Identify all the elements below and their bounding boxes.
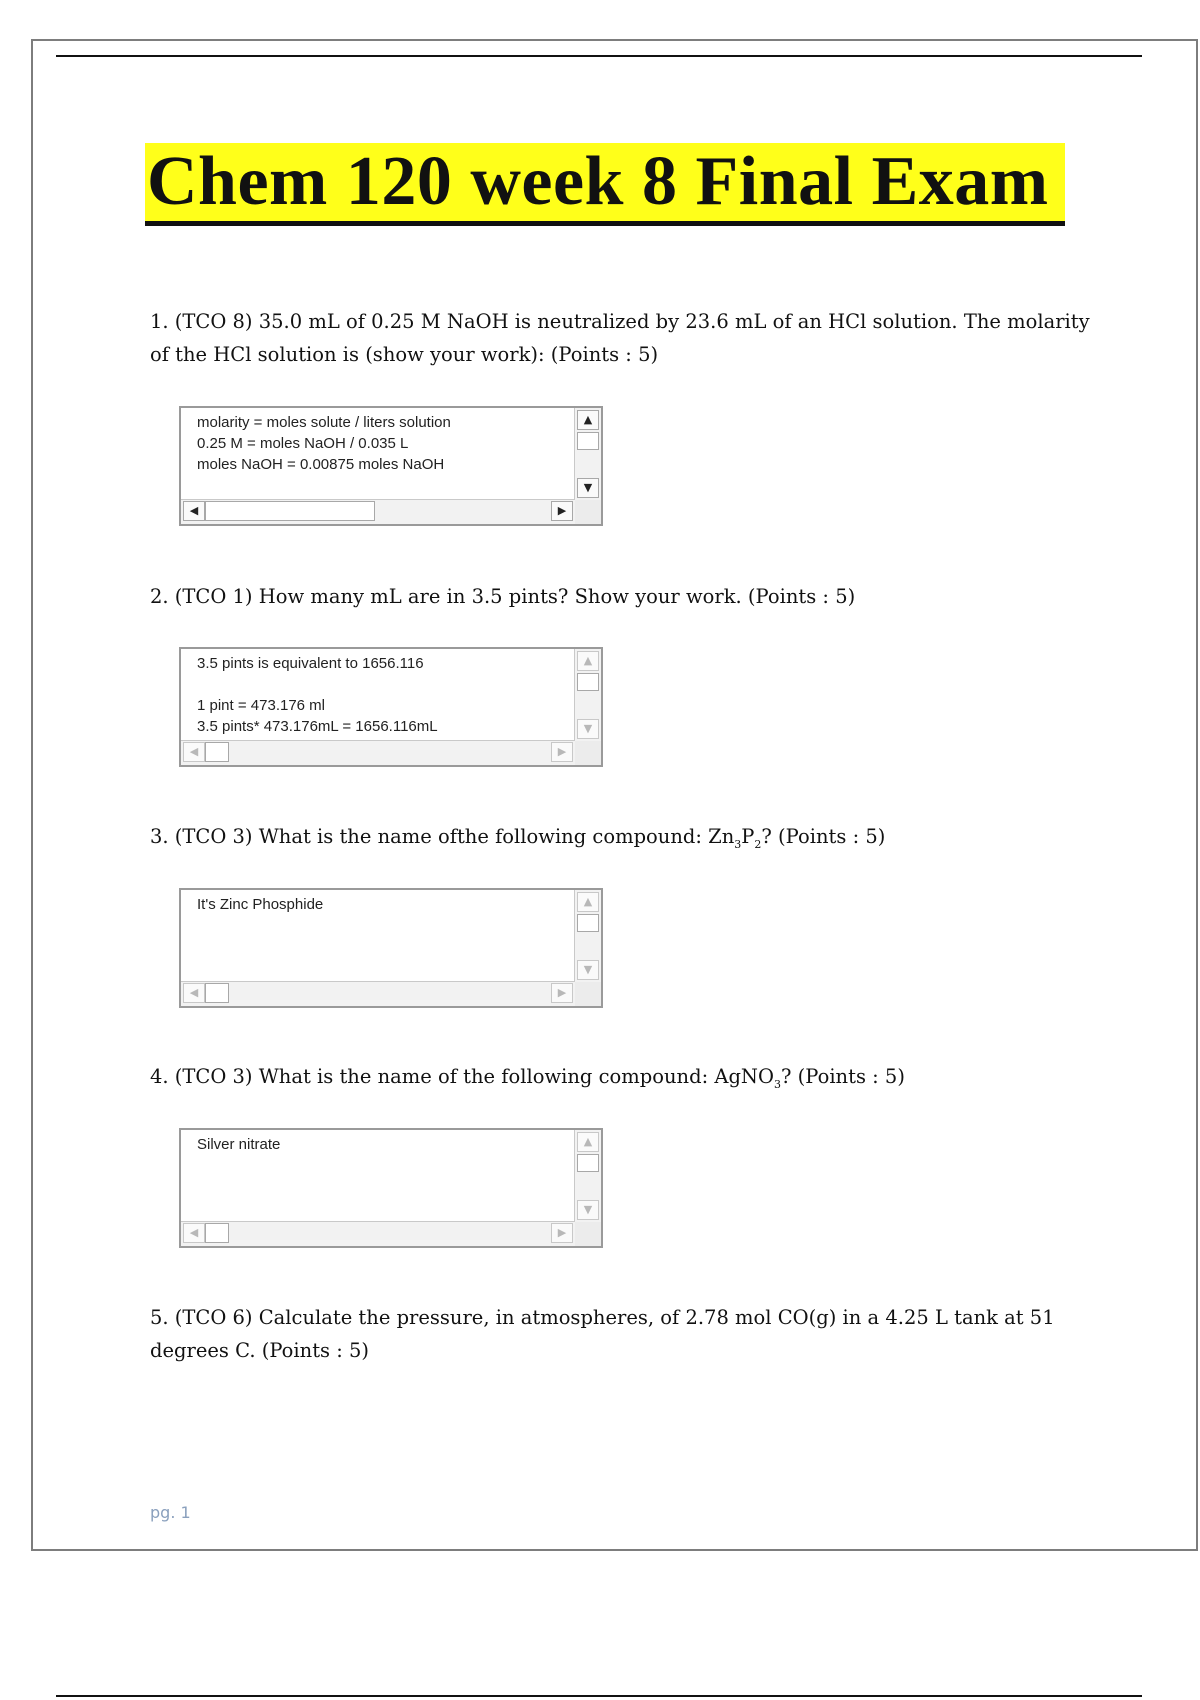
answer-box-1[interactable]	[179, 406, 603, 526]
scroll-up-icon[interactable]: ▲	[577, 410, 599, 430]
scroll-thumb[interactable]	[577, 432, 599, 450]
horizontal-scrollbar[interactable]	[181, 981, 575, 1006]
scrollbar-corner	[575, 1222, 601, 1246]
question-4-text-before: 4. (TCO 3) What is the name of the following compound: AgNO	[150, 1065, 774, 1088]
scroll-left-icon[interactable]: ◀	[183, 742, 205, 762]
question-4	[150, 1060, 1090, 1093]
question-4-subscript-1: 3	[773, 1077, 781, 1091]
vertical-scrollbar[interactable]	[574, 1130, 601, 1222]
question-3-text-after: ? (Points : 5)	[761, 825, 886, 848]
scrollbar-corner	[575, 500, 601, 524]
scroll-left-icon[interactable]: ◀	[183, 983, 205, 1003]
scroll-right-icon[interactable]: ▶	[551, 1223, 573, 1243]
answer-text-4: Silver nitrate	[197, 1136, 281, 1153]
horizontal-scrollbar[interactable]	[181, 740, 575, 765]
scroll-right-icon[interactable]: ▶	[551, 501, 573, 521]
scroll-thumb[interactable]	[205, 1223, 229, 1243]
scroll-thumb[interactable]	[205, 983, 229, 1003]
page-number: pg. 1	[150, 1503, 191, 1522]
scroll-up-icon[interactable]: ▲	[577, 1132, 599, 1152]
scroll-down-icon[interactable]: ▼	[577, 478, 599, 498]
page-title: Chem 120 week 8 Final Exam	[147, 143, 1049, 220]
answer-text-1: molarity = moles solute / liters solution 0.25 M = moles NaOH / 0.035 L moles NaOH = 0.00875 moles NaOH	[197, 414, 451, 473]
question-5: 5. (TCO 6) Calculate the pressure, in atmospheres, of 2.78 mol CO(g) in a 4.25 L tank at 51 degrees C. (Points : 5)	[150, 1306, 1055, 1362]
answer-box-2[interactable]	[179, 647, 603, 767]
scrollbar-corner	[575, 982, 601, 1006]
answer-text-2: 3.5 pints is equivalent to 1656.116 1 pint = 473.176 ml 3.5 pints* 473.176mL = 1656.116mL	[197, 655, 438, 735]
scroll-down-icon[interactable]: ▼	[577, 960, 599, 980]
scroll-right-icon[interactable]: ▶	[551, 742, 573, 762]
answer-text-3: It's Zinc Phosphide	[197, 896, 324, 913]
scroll-thumb[interactable]	[205, 501, 375, 521]
question-3-subscript-1: 3	[734, 837, 742, 851]
scrollbar-corner	[575, 741, 601, 765]
scroll-down-icon[interactable]: ▼	[577, 719, 599, 739]
scroll-thumb[interactable]	[577, 673, 599, 691]
answer-box-3[interactable]	[179, 888, 603, 1008]
answer-box-4[interactable]	[179, 1128, 603, 1248]
scroll-thumb[interactable]	[205, 742, 229, 762]
scroll-up-icon[interactable]: ▲	[577, 892, 599, 912]
scroll-right-icon[interactable]: ▶	[551, 983, 573, 1003]
question-3	[150, 820, 1090, 853]
question-2: 2. (TCO 1) How many mL are in 3.5 pints? Show your work. (Points : 5)	[150, 585, 856, 608]
vertical-scrollbar[interactable]	[574, 890, 601, 982]
question-1: 1. (TCO 8) 35.0 mL of 0.25 M NaOH is neutralized by 23.6 mL of an HCl solution. The molarity of the HCl solution is (show your work): (Points : 5)	[150, 310, 1090, 366]
title-highlight	[145, 143, 1065, 226]
question-3-text-before: 3. (TCO 3) What is the name ofthe following compound: Zn	[150, 825, 735, 848]
question-3-text-mid: P	[741, 825, 755, 848]
vertical-scrollbar[interactable]	[574, 408, 601, 500]
horizontal-scrollbar[interactable]	[181, 499, 575, 524]
scroll-down-icon[interactable]: ▼	[577, 1200, 599, 1220]
scroll-left-icon[interactable]: ◀	[183, 501, 205, 521]
scroll-thumb[interactable]	[577, 1154, 599, 1172]
scroll-up-icon[interactable]: ▲	[577, 651, 599, 671]
footer-rule	[56, 1695, 1142, 1697]
question-3-subscript-2: 2	[754, 837, 762, 851]
question-4-text-after: ? (Points : 5)	[780, 1065, 905, 1088]
header-rule	[56, 55, 1142, 57]
scroll-thumb[interactable]	[577, 914, 599, 932]
vertical-scrollbar[interactable]	[574, 649, 601, 741]
horizontal-scrollbar[interactable]	[181, 1221, 575, 1246]
scroll-left-icon[interactable]: ◀	[183, 1223, 205, 1243]
